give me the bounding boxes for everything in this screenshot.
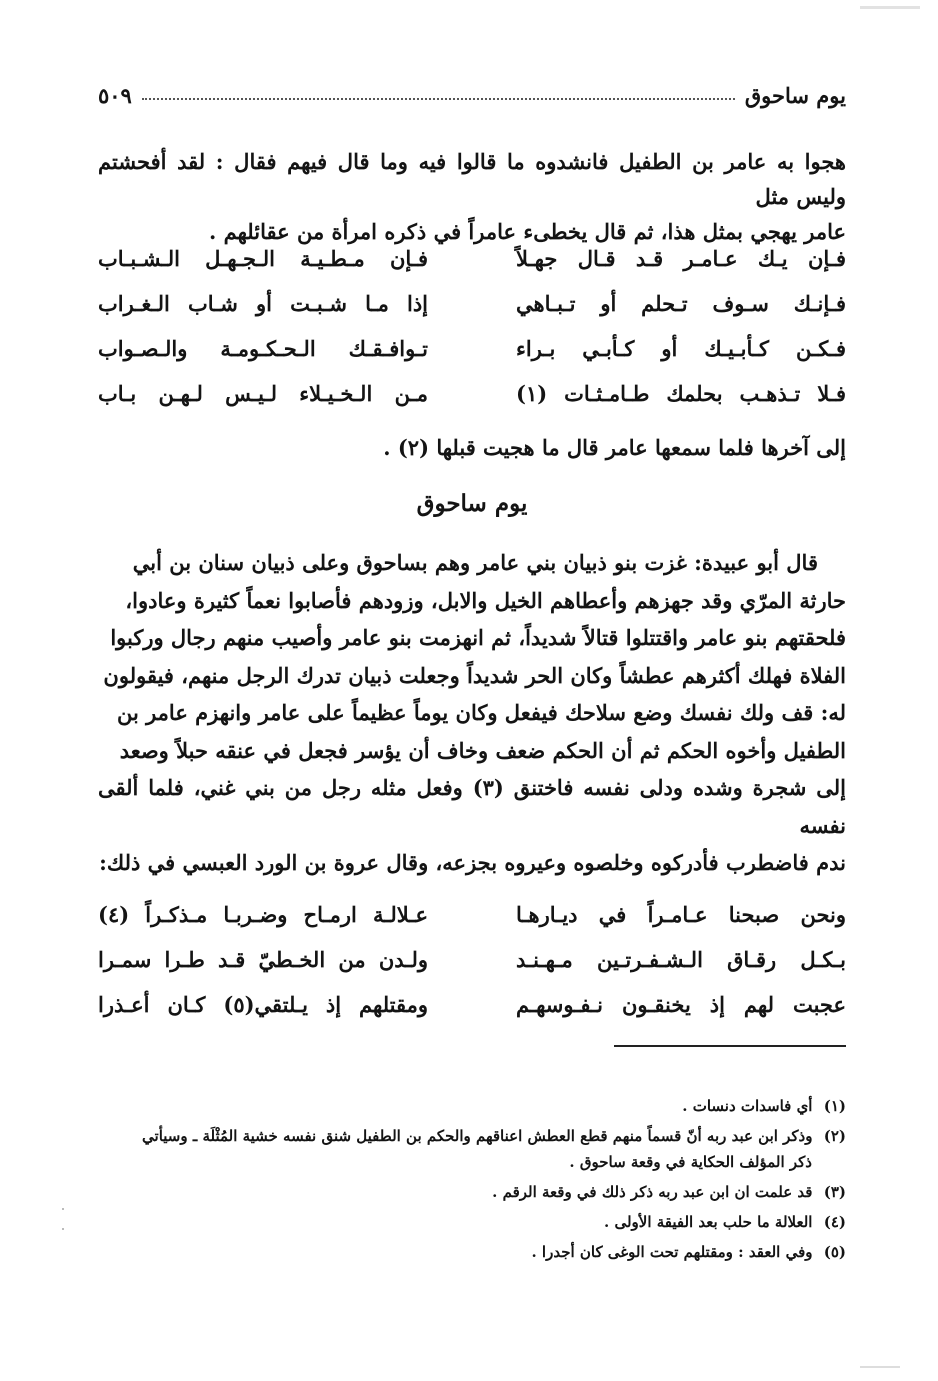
footnote-text: أي فاسدات دنسات .	[682, 1097, 813, 1115]
footnote	[98, 1179, 846, 1205]
footnote-number: (٤)	[823, 1213, 846, 1231]
text-line: له: قف ولك نفسك وضع سلاحك فيفعل وكان يوماً عظيماً على عامر وانهزم عامر بن	[116, 700, 846, 725]
footnote	[98, 1239, 846, 1265]
footnote-number: (٣)	[823, 1183, 846, 1201]
hemistich-first: فـإن يـك عـامـر قـد قـال جهـلاً	[516, 246, 846, 271]
footnote-number: (٢)	[823, 1127, 846, 1145]
scan-speck	[62, 1228, 64, 1230]
scan-speck	[860, 1366, 900, 1368]
verse-line	[98, 281, 846, 326]
hemistich-second: إذا مـا شـبـت أو شـاب الـغـراب	[98, 291, 428, 316]
verse-line	[98, 236, 846, 281]
verse-line	[98, 937, 846, 982]
text-line: إلى آخرها فلما سمعها عامر قال ما هجيت قبلها (٢) .	[383, 435, 846, 460]
text-line: حارثة المرّي وقد جهزهم وأعطاهم الخيل والابل، وزودهم فأصابوا نعماً كثيرة وعادوا،	[125, 587, 846, 613]
scan-speck	[62, 1208, 64, 1210]
page-number: ٥٠٩	[98, 83, 132, 108]
text-line: هجوا به عامر بن الطفيل فانشدوه ما قالوا فيه وما قال فيهم فقال : لقد أفحشتم وليس مثل	[98, 149, 846, 209]
hemistich-second: ولـدن من الخـطيّ قـد طـرا سمـرا	[98, 947, 428, 972]
footnote-continuation: ذكر المؤلف الحكاية في وقعة ساحوق .	[569, 1153, 812, 1171]
hemistich-second: فـإن مـطـيـة الـجـهـل الـشـبـاب	[98, 246, 428, 271]
footnote	[98, 1209, 846, 1235]
footnote-number: (١)	[823, 1097, 846, 1115]
footnote-number: (٥)	[823, 1243, 846, 1261]
text-line: الفلاة فهلك أكثرهم عطشاً وكان الحر شديداً وجعلت ذبيان تدرك الرجل منهم، فيقولون	[103, 662, 846, 688]
footnote	[98, 1123, 846, 1175]
poem-2	[98, 892, 846, 1027]
leader-dots	[142, 98, 735, 100]
footnote-text: قد علمت ان ابن عبد ربه ذكر ذلك في وقعة الرقم .	[492, 1183, 813, 1201]
hemistich-second: تـوافـقـك الـحـكـومـة والـصـواب	[98, 336, 428, 361]
poem-1	[98, 236, 846, 416]
hemistich-first: فـكـن كـأبـيـك أو كـأبـي بـراء	[516, 336, 846, 361]
section-title: يوم ساحوق	[416, 490, 528, 517]
verse-line	[98, 892, 846, 937]
hemistich-second: عـلالـة ارمـاح وضـربـا مـذكـراً (٤)	[98, 902, 428, 927]
text-line: فلحقتهم بنو عامر واقتتلوا قتالاً شديداً، ثم انهزمت بنو عامر وأصيب منهم رجال وركبوا	[110, 625, 846, 650]
footnote-text: وفي العقد : ومقتلهم تحت الوغى كان أجدرا .	[531, 1243, 813, 1261]
hemistich-second: ومقتلهم إذ يـلتقي(٥) كـان أعـذرا	[98, 992, 428, 1017]
hemistich-first: بـكـل رقـاق الـشـفـرتـين مـهـنـد	[516, 947, 846, 972]
text-line: ندم فاضطرب فأدركوه وخلصوه وعيروه بجزعه، وقال عروة بن الورد العبسي في ذلك:	[99, 850, 846, 875]
intro-paragraph	[98, 144, 846, 249]
text-line: الطفيل وأخوه الحكم ثم أن الحكم ضعف وخاف أن يؤسر فجعل في عنقه حبلاً وصعد	[119, 737, 846, 763]
hemistich-first: فـإنـك سـوف تـحلم أو تـبـاهي	[516, 291, 846, 316]
scan-speck	[860, 6, 920, 9]
after-poem-line	[98, 430, 846, 465]
running-head	[98, 74, 846, 108]
hemistich-first: فـلا تـذهـب بحلمك طـامـثـات (١)	[516, 381, 846, 406]
verse-line	[98, 326, 846, 371]
text-line: عامر يهجي بمثل هذا، ثم قال يخطىء عامراً في ذكره امرأة من عقائلهم .	[209, 219, 846, 244]
verse-line	[98, 982, 846, 1027]
hemistich-first: ونحن صبحنا عـامـراً في ديـارهـا	[516, 902, 846, 927]
footnote-text: العلالة ما حلب بعد الفيقة الأولى .	[604, 1213, 813, 1231]
footnotes	[98, 1093, 846, 1269]
footnote-separator	[614, 1045, 846, 1047]
hemistich-second: مـن الـخـيـلاء لـيـس لـهـن بـاب	[98, 381, 428, 406]
footnote-text: وذكر ابن عبد ربه أنّ قسماً منهم قطع العطش اعناقهم والحكم بن الطفيل شنق نفسه خشية المُثْلَة ـ وسيأتي	[142, 1127, 813, 1145]
verse-line	[98, 371, 846, 416]
hemistich-first: عجبت لهم إذ يخنقـون نـفـوسهـم	[516, 992, 846, 1017]
text-line: إلى شجرة وشده ودلى نفسه فاختنق (٣) وفعل مثله رجل من بني غني، فلما ألقى نفسه	[98, 775, 846, 838]
footnote	[98, 1093, 846, 1119]
text-line: قال أبو عبيدة: غزت بنو ذبيان بني عامر وهم بساحوق وعلى ذبيان سنان بن أبي	[132, 550, 818, 575]
running-head-title: يوم ساحوق	[744, 83, 846, 108]
narrative-paragraph	[98, 544, 846, 882]
